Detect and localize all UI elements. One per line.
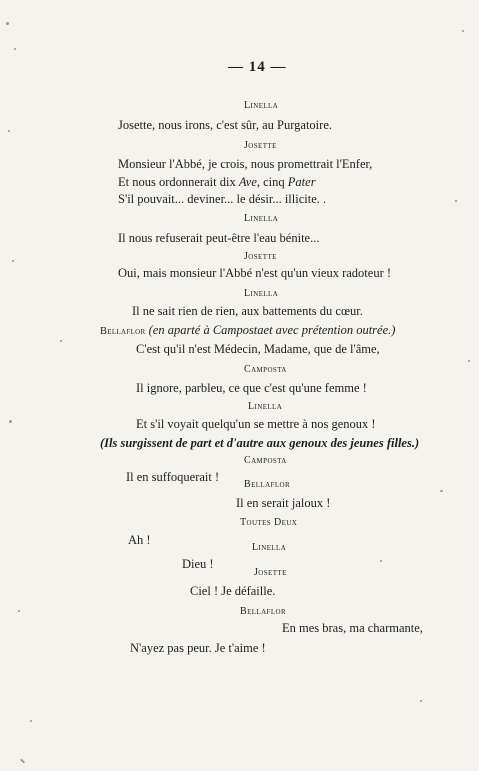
verse-line: Josette, nous irons, c'est sûr, au Purgatoire.: [118, 118, 332, 132]
scan-speck: [60, 340, 62, 342]
scan-speck: [420, 700, 422, 702]
scan-speck: [30, 720, 32, 722]
speaker-name: Linella: [244, 213, 279, 224]
verse-line: Il ne sait rien de rien, aux battements du cœur.: [132, 304, 363, 318]
verse-line: Ciel ! Je défaille.: [190, 584, 276, 598]
speaker-name: Bellaflor: [244, 479, 291, 490]
speaker-name: Linella: [252, 542, 287, 553]
scan-speck: [14, 48, 16, 50]
scan-speck: [18, 610, 20, 612]
speaker-name: Camposta: [244, 364, 287, 375]
verse-line: Il ignore, parbleu, ce que c'est qu'une femme !: [136, 381, 367, 395]
verse-line: En mes bras, ma charmante,: [282, 621, 423, 635]
speaker-name: Camposta: [244, 455, 287, 466]
stage-direction: (en aparté à Campostaet avec prétention outrée.): [148, 323, 396, 337]
scan-speck: [462, 30, 464, 32]
stage-direction: (Ils surgissent de part et d'autre aux genoux des jeunes filles.): [100, 436, 420, 450]
speaker-name: Bellaflor: [100, 326, 146, 337]
speaker-name: Linella: [244, 288, 279, 299]
verse-line: Monsieur l'Abbé, je crois, nous promettrait l'Enfer,: [118, 157, 373, 171]
verse-line: Ah !: [128, 533, 151, 547]
speaker-name: Bellaflor: [240, 606, 287, 617]
verse-line: Il en serait jaloux !: [236, 496, 331, 510]
verse-line: Et nous ordonnerait dix Ave, cinq Pater: [118, 175, 316, 189]
verse-line: S'il pouvait... deviner... le désir... illicite. .: [118, 192, 327, 206]
speaker-name: Toutes Deux: [240, 517, 298, 528]
verse-line: Et s'il voyait quelqu'un se mettre à nos genoux !: [136, 417, 376, 431]
scan-speck: [440, 490, 443, 492]
scan-speck: [20, 759, 25, 764]
scan-speck: [380, 560, 382, 562]
scan-speck: [455, 200, 457, 202]
speaker-name: Josette: [244, 140, 277, 151]
speaker-name: Josette: [254, 567, 287, 578]
scan-speck: [12, 260, 14, 262]
verse-line: Il nous refuserait peut-être l'eau bénite...: [118, 231, 320, 245]
speaker-name: Josette: [244, 251, 277, 262]
verse-line: C'est qu'il n'est Médecin, Madame, que de l'âme,: [136, 342, 380, 356]
page-number: — 14 —: [228, 59, 287, 75]
scan-speck: [468, 360, 470, 362]
verse-line: Il en suffoquerait !: [126, 470, 220, 484]
speaker-with-stage-direction: [100, 324, 395, 338]
scan-speck: [6, 22, 9, 25]
scan-speck: [8, 130, 10, 132]
verse-line: Oui, mais monsieur l'Abbé n'est qu'un vieux radoteur !: [118, 266, 392, 280]
speaker-name: Linella: [248, 401, 283, 412]
verse-line: Dieu !: [182, 557, 214, 571]
scan-speck: [9, 420, 12, 423]
speaker-name: Linella: [244, 100, 279, 111]
verse-line: N'ayez pas peur. Je t'aime !: [130, 641, 266, 655]
